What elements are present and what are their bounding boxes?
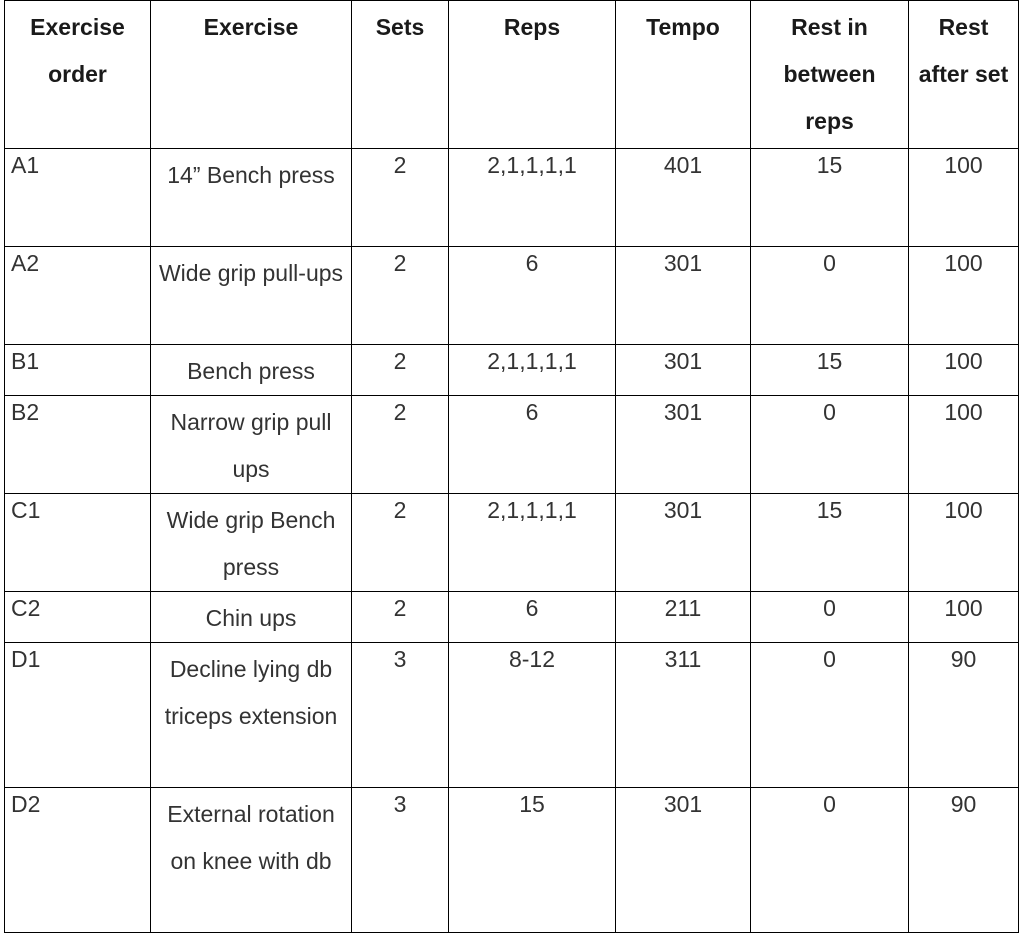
table-header-row — [5, 1, 1019, 149]
cell-reps: 6 — [449, 592, 616, 643]
cell-sets: 2 — [352, 247, 449, 345]
cell-order: C1 — [5, 494, 151, 592]
cell-exercise: Decline lying db triceps extension — [151, 643, 352, 788]
cell-reps: 8-12 — [449, 643, 616, 788]
cell-rest-after: 100 — [909, 345, 1019, 396]
cell-rest-between: 0 — [751, 396, 909, 494]
cell-reps: 6 — [449, 396, 616, 494]
header-sets: Sets — [352, 1, 449, 149]
table-row — [5, 345, 1019, 396]
table-row — [5, 396, 1019, 494]
cell-sets: 2 — [352, 592, 449, 643]
cell-reps: 15 — [449, 788, 616, 933]
table-row — [5, 149, 1019, 247]
cell-tempo: 211 — [616, 592, 751, 643]
cell-tempo: 301 — [616, 494, 751, 592]
cell-reps: 2,1,1,1,1 — [449, 345, 616, 396]
cell-rest-after: 100 — [909, 592, 1019, 643]
cell-tempo: 301 — [616, 396, 751, 494]
cell-exercise: 14” Bench press — [151, 149, 352, 247]
cell-exercise: Bench press — [151, 345, 352, 396]
cell-rest-between: 15 — [751, 494, 909, 592]
header-rest-between-reps: Rest in between reps — [751, 1, 909, 149]
cell-tempo: 301 — [616, 345, 751, 396]
cell-tempo: 311 — [616, 643, 751, 788]
header-reps: Reps — [449, 1, 616, 149]
header-exercise: Exercise — [151, 1, 352, 149]
cell-rest-between: 15 — [751, 345, 909, 396]
cell-rest-between: 0 — [751, 788, 909, 933]
cell-sets: 3 — [352, 788, 449, 933]
table-row — [5, 788, 1019, 933]
cell-exercise: Wide grip Bench press — [151, 494, 352, 592]
cell-exercise: Wide grip pull-ups — [151, 247, 352, 345]
cell-sets: 2 — [352, 494, 449, 592]
cell-reps: 2,1,1,1,1 — [449, 494, 616, 592]
cell-order: D1 — [5, 643, 151, 788]
cell-order: B1 — [5, 345, 151, 396]
cell-rest-between: 0 — [751, 643, 909, 788]
cell-reps: 6 — [449, 247, 616, 345]
header-tempo: Tempo — [616, 1, 751, 149]
cell-reps: 2,1,1,1,1 — [449, 149, 616, 247]
cell-tempo: 301 — [616, 247, 751, 345]
header-exercise-order: Exercise order — [5, 1, 151, 149]
cell-exercise: Narrow grip pull ups — [151, 396, 352, 494]
cell-sets: 2 — [352, 149, 449, 247]
cell-order: C2 — [5, 592, 151, 643]
cell-order: A1 — [5, 149, 151, 247]
cell-rest-after: 100 — [909, 494, 1019, 592]
cell-exercise: External rotation on knee with db — [151, 788, 352, 933]
header-rest-after-set: Rest after set — [909, 1, 1019, 149]
cell-tempo: 301 — [616, 788, 751, 933]
cell-rest-after: 90 — [909, 643, 1019, 788]
cell-sets: 2 — [352, 396, 449, 494]
cell-rest-between: 15 — [751, 149, 909, 247]
cell-sets: 2 — [352, 345, 449, 396]
table-row — [5, 643, 1019, 788]
cell-rest-between: 0 — [751, 592, 909, 643]
cell-rest-between: 0 — [751, 247, 909, 345]
cell-rest-after: 100 — [909, 149, 1019, 247]
cell-rest-after: 100 — [909, 396, 1019, 494]
cell-tempo: 401 — [616, 149, 751, 247]
table-row — [5, 592, 1019, 643]
cell-order: B2 — [5, 396, 151, 494]
cell-rest-after: 90 — [909, 788, 1019, 933]
table-row — [5, 494, 1019, 592]
cell-exercise: Chin ups — [151, 592, 352, 643]
cell-order: D2 — [5, 788, 151, 933]
cell-sets: 3 — [352, 643, 449, 788]
cell-order: A2 — [5, 247, 151, 345]
cell-rest-after: 100 — [909, 247, 1019, 345]
table-row — [5, 247, 1019, 345]
workout-table — [4, 0, 1019, 933]
